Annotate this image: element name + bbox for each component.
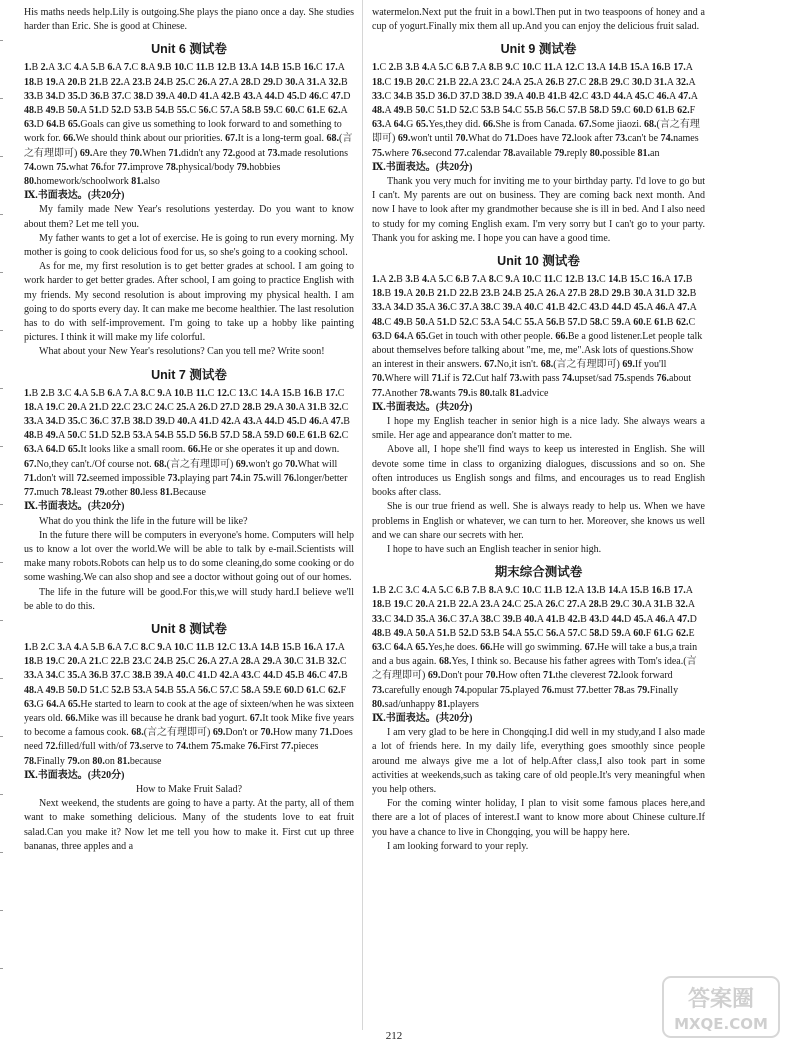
margin-tick [0,562,3,563]
margin-tick [0,678,3,679]
page-number: 212 [385,1030,403,1042]
paragraph: My father wants to get a lot of exercise. He is going to run every morning. My mother is going to cook delicious food for us, so she's going to a cooking school. [24,232,354,259]
essay-title: How to Make Fruit Salad? [135,783,243,795]
paragraph: The life in the future will be good.For this,we will study hard.I believe we'll be able to do this. [24,586,354,612]
left-column [24,6,354,854]
paragraph: His maths needs help.Lily is outgoing.She plays the piano once a day. She studies harder than Eric. She is good at Chinese. [24,7,354,33]
writing-section-label: Ⅸ.书面表达。(共20分) [372,161,473,173]
margin-tick [0,214,3,215]
writing-section-label: Ⅸ.书面表达。(共20分) [24,501,125,513]
answer-key: 1.B 2.A 3.C 4.A 5.B 6.A 7.C 8.A 9.B 10.C 11.B 12.B 13.A 14.B 15.B 16.C 17.A 18.B 19.A 20.B 21.B 22.A 23.B 24.B 25.C 26.A 27.A 28.D 29.D 30.A 31.A 32.B 33.B 34.D 35.D 36.B 37.C 38.D 39.A 40.D 41.A 42.B 43.A 44.D 45.D 46.C 47.D 48.B 49.B 50.A 51.D 52.D 53.B 54.B 55.C 56.C 57.A 58.B 59.C 60.C 61.E 62.A 63.D 64.B 65.Goals can give us something to look forward to and something to work for. 66.We should think about our priorities. 67.It is a long-term goal. 68.(言之有理即可) 69.Are they 70.When 71.didn't any 72.good at 73.made resolutions 74.own 75.what 76.for 77.improve 78.physical/body 79.hobbies 80.homework/schoolwork 81.also [24,62,353,188]
margin-tick [0,910,3,911]
margin-tick [0,504,3,505]
section-heading: Unit 7 测试卷 [151,367,227,382]
paragraph: She is our true friend as well. She is always ready to help us. When we have problems in English or whatever, we can turn to her. Moreover, she knows us well and we can share our secrets with her. [372,501,705,541]
section-heading: 期末综合测试卷 [494,565,583,580]
answer-key: 1.B 2.B 3.C 4.A 5.B 6.A 7.A 8.C 9.A 10.B 11.C 12.C 13.C 14.A 15.B 16.B 17.C 18.A 19.C 20.A 21.D 22.C 23.C 24.C 25.A 26.D 27.D 28.B 29.A 30.A 31.B 32.C 33.A 34.D 35.C 36.C 37.B 38.D 39.D 40.A 41.D 42.A 43.A 44.D 45.D 46.A 47.B 48.B 49.A 50.C 51.D 52.B 53.A 54.B 55.D 56.B 57.D 58.A 59.D 60.E 61.B 62.C 63.A 64.D 65.It looks like a small room. 66.He or she operates it up and down. 67.No,they can't./Of course not. 68.(言之有理即可) 69.won't go 70.What will 71.don't will 72.seemed impossible 73.playing part 74.in 75.will 76.longer/better 77.much 78.least 79.other 80.less 81.Because [24,387,350,499]
paragraph: Next weekend, the students are going to have a party. At the party, all of them want to make something delicious. Many of the students love to eat fruit salad.Can you make it? Now let me tell you how to make it. First cut up three bananas, three apples and a [24,798,354,852]
writing-section-label: Ⅸ.书面表达。(共20分) [372,401,473,413]
paragraph: Above all, I hope she'll find ways to keep us interested in English. She will devote some time in class to organizing dialogues, discussions and so on. She often introduces us English songs and films, and encourages us to read English books after class. [372,444,705,499]
section-heading: Unit 9 测试卷 [500,42,577,57]
answer-key: 1.C 2.B 3.B 4.A 5.C 6.B 7.A 8.B 9.C 10.C 11.A 12.C 13.A 14.B 15.A 16.B 17.A 18.C 19.B 20.C 21.B 22.A 23.C 24.A 25.A 26.B 27.C 28.B 29.C 30.D 31.A 32.A 33.C 34.B 35.D 36.D 37.D 38.D 39.A 40.B 41.B 42.C 43.D 44.A 45.C 46.A 47.A 48.A 49.B 50.C 51.D 52.C 53.B 54.C 55.B 56.C 57.B 58.D 59.C 60.D 61.B 62.F 63.A 64.G 65.Yes,they did. 66.She is from Canada. 67.Some jiaozi. 68.(言之有理即可) 69.won't until 70.What do 71.Does have 72.look after 73.can't be 74.names 75.where 76.second 77.calendar 78.available 79.reply 80.possible 81.an [372,62,700,159]
margin-tick [0,620,3,621]
paragraph: Thank you very much for inviting me to your birthday party. I'd love to go but I can't. My parents are out on business. They are coming back next month. And now I have to look after my grandmother because she is ill in bed. And I also need to study for my coming English exam. I'm very sorry but I can't go to your party. Thank you for asking me. I hope you can have a good time. [372,176,705,244]
paragraph: watermelon.Next put the fruit in a bowl.Then put in two teaspoons of honey and a cup of yogurt.Finally mix them all up.And you can enjoy the delicious fruit salad. [372,7,705,33]
paragraph: I hope to have such an English teacher in senior high. [387,543,602,555]
right-column [372,6,705,854]
margin-tick [0,98,3,99]
paragraph: For the coming winter holiday, I plan to visit some famous places here,and there are a lot of places of interest.I want to know more about Chinese culture.If you have a chance to live in Chongqing, you will be happy here. [372,798,705,838]
margin-tick [0,330,3,331]
section-heading: Unit 8 测试卷 [151,621,227,636]
watermark-title: 答案圈 [687,987,755,1012]
paragraph: In the future there will be computers in everyone's home. Computers will help us to know a lot over the world.We will be able to talk by e-mail.Scientists will make many robots.Robots can help us to do some cleaning,do some cooking or do some washing.We can also shop and see a doctor without going out of our homes. [24,529,354,584]
margin-tick [0,736,3,737]
margin-tick [0,272,3,273]
margin-tick [0,156,3,157]
section-heading: Unit 6 测试卷 [151,42,227,57]
paragraph: As for me, my first resolution is to get better grades at school. I am going to work harder to get better grades. After school, I am going to practice English with my friends. My second resolution is about improving my physical health. I am going to do sports every day. It can make me become healthier. The last resolution has to do with self-improvement. I'm going to take up a hobby like painting pictures. I think it will make my life colorful. [24,261,354,344]
answer-key: 1.B 2.C 3.C 4.A 5.C 6.B 7.B 8.A 9.C 10.C 11.B 12.A 13.B 14.A 15.B 16.B 17.A 18.B 19.C 20.A 21.B 22.A 23.A 24.C 25.A 26.C 27.A 28.B 29.C 30.A 31.B 32.A 33.C 34.D 35.A 36.C 37.A 38.C 39.B 40.A 41.B 42.B 43.D 44.D 45.A 46.A 47.D 48.B 49.A 50.A 51.B 52.D 53.B 54.A 55.C 56.A 57.C 58.D 59.A 60.F 61.G 62.E 63.C 64.A 65.Yes,he does. 66.He will go swimming. 67.He will take a bus,a train and a bus again. 68.Yes, I think so. Because his father agrees with Tom's idea.(言之有理即可) 69.Don't pour 70.How often 71.the cleverest 72.look forward 73.carefully enough 74.popular 75.played 76.must 77.better 78.as 79.Finally 80.sad/unhappy 81.players [372,585,698,710]
paragraph: I am looking forward to your reply. [387,840,529,852]
writing-section-label: Ⅸ.书面表达。(共20分) [24,769,125,781]
answer-key: 1.B 2.C 3.A 4.A 5.B 6.A 7.C 8.C 9.A 10.C 11.B 12.C 13.A 14.B 15.B 16.A 17.A 18.B 19.C 20.A 21.C 22.B 23.C 24.B 25.C 26.A 27.A 28.A 29.A 30.C 31.B 32.C 33.A 34.C 35.A 36.B 37.C 38.B 39.A 40.C 41.D 42.A 43.C 44.D 45.B 46.C 47.B 48.A 49.B 50.D 51.C 52.B 53.A 54.B 55.A 56.C 57.C 58.A 59.E 60.D 61.C 62.F 63.G 64.A 65.He started to learn to cook at the age of sixteen/when he was sixteen years old. 66.Mike was ill because he drank bad yogurt. 67.It took Mike five years to become a famous cook. 68.(言之有理即可) 69.Don't or 70.How many 71.Does need 72.filled/full with/of 73.serve to 74.them 75.make 76.First 77.pieces 78.Finally 79.on 80.on 81.because [24,641,354,767]
watermark-url: MXQE.COM [674,1015,768,1033]
watermark-logo [662,976,780,1038]
writing-section-label: Ⅸ.书面表达。(共20分) [372,712,473,724]
margin-tick [0,446,3,447]
writing-section-label: Ⅸ.书面表达。(共20分) [24,190,125,202]
margin-tick [0,968,3,969]
margin-tick [0,388,3,389]
margin-tick [0,40,3,41]
binding-margin-marks [0,0,6,1042]
paragraph: What do you think the life in the future will be like? [39,515,248,527]
answer-key: 1.A 2.B 3.B 4.A 5.C 6.B 7.A 8.C 9.A 10.C 11.C 12.B 13.C 14.B 15.C 16.A 17.B 18.B 19.A 20.B 21.D 22.B 23.B 24.B 25.A 26.A 27.B 28.D 29.B 30.A 31.D 32.B 33.A 34.D 35.A 36.C 37.A 38.C 39.A 40.C 41.B 42.C 43.D 44.D 45.A 46.A 47.A 48.C 49.B 50.A 51.D 52.C 53.A 54.C 55.A 56.B 57.D 58.C 59.A 60.E 61.B 62.C 63.D 64.A 65.Get in touch with other people. 66.Be a good listener.Let people talk about themselves before talking about "me, me, me".Ask lots of questions.Show an interest in their answers. 67.No,it isn't. 68.(言之有理即可) 69.If you'll 70.Where will 71.if is 72.Cut half 73.with pass 74.upset/sad 75.spends 76.about 77.Another 78.wants 79.is 80.talk 81.advice [372,274,703,399]
paragraph: I hope my English teacher in senior high is a nice lady. She always wears a smile. Her age and appearance don't matter to me. [372,416,705,442]
margin-tick [0,852,3,853]
paragraph: I am very glad to be here in Chongqing.I did well in my study,and I also made a lot of friends here. In my daily life, everything goes smoothly since people around me always give me a lot of help.After class,I also took part in some activities at weekends,such as taking care of old people.It's very meaningful when you help others. [372,727,705,795]
margin-tick [0,794,3,795]
paragraph: My family made New Year's resolutions yesterday. Do you want to know about them? Let me tell you. [24,204,354,230]
column-divider [362,0,363,1030]
section-heading: Unit 10 测试卷 [497,254,580,269]
paragraph: What about your New Year's resolutions? Can you tell me? Write soon! [39,346,325,358]
